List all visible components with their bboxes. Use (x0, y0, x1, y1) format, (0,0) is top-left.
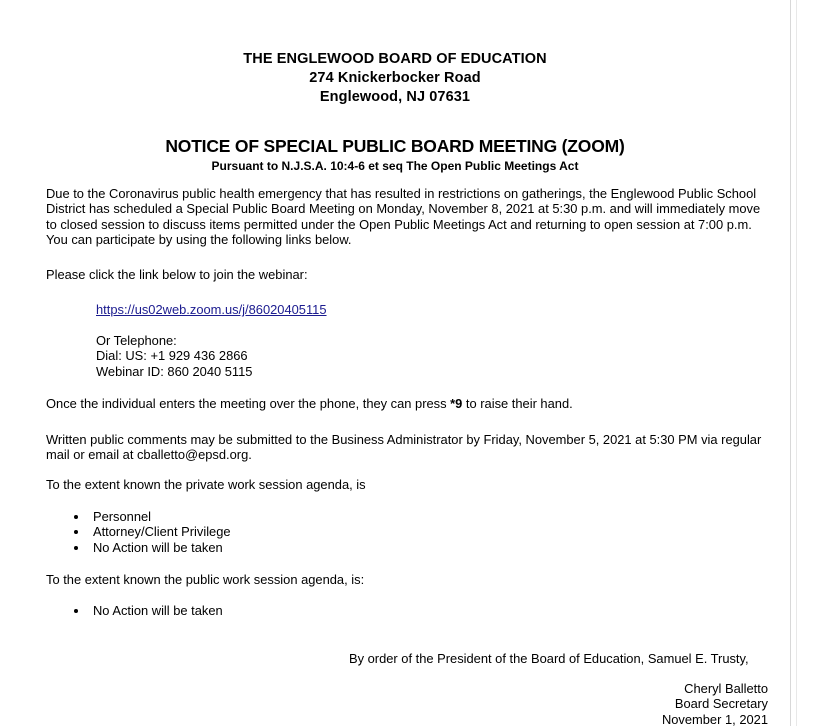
signatory-name: Cheryl Balletto (684, 681, 768, 696)
list-item-label: Attorney/Client Privilege (93, 524, 231, 540)
telephone-webinar-id: Webinar ID: 860 2040 5115 (96, 363, 253, 379)
bullet-dot-icon (74, 609, 78, 613)
letterhead-organization: THE ENGLEWOOD BOARD OF EDUCATION (243, 51, 547, 67)
list-item-label: No Action will be taken (93, 539, 223, 555)
raise-hand-text-after: to raise their hand. (462, 396, 573, 411)
zoom-meeting-link[interactable]: https://us02web.zoom.us/j/86020405115 (96, 302, 327, 317)
notice-title: NOTICE OF SPECIAL PUBLIC BOARD MEETING (ZOOM) (165, 136, 625, 156)
intro-paragraph: Due to the Coronavirus public health emergency that has resulted in restrictions on gatherings, the Englewood Public School District has scheduled a Special Public Board Meeting on Monday, November 8, 2021 at 5:30 p.m. and will immediately move to closed session to discuss items permitted under the Open Public Meetings Act and returning to open session at 7:00 p.m. You can participate by using the following links below. (46, 186, 761, 248)
bullet-dot-icon (74, 515, 78, 519)
signature-block (662, 681, 768, 726)
list-item-label: Personnel (93, 509, 152, 524)
join-webinar-instruction: Please click the link below to join the webinar: (46, 267, 308, 282)
page-edge-rule-inner (790, 0, 791, 726)
telephone-block (96, 333, 252, 379)
list-item (74, 603, 223, 618)
letterhead-street-address: 274 Knickerbocker Road (309, 70, 481, 86)
public-agenda-list (74, 603, 223, 618)
bullet-dot-icon (74, 546, 78, 550)
zoom-link-container (96, 302, 327, 317)
notice-subtitle-statute: Pursuant to N.J.S.A. 10:4-6 et seq The Open Public Meetings Act (211, 159, 579, 173)
raise-hand-text-before: Once the individual enters the meeting over the phone, they can press (46, 396, 451, 411)
list-item (74, 524, 231, 539)
by-order-of-president-line: By order of the President of the Board of Education, Samuel E. Trusty, (349, 651, 749, 666)
telephone-heading: Or Telephone: (96, 333, 177, 348)
raise-hand-paragraph (46, 396, 768, 411)
raise-hand-keypad-code: *9 (450, 396, 463, 411)
list-item (74, 509, 231, 524)
list-item-label: No Action will be taken (93, 603, 223, 618)
list-item (74, 540, 231, 555)
letterhead-city-state-zip: Englewood, NJ 07631 (319, 89, 471, 105)
public-agenda-lead-in: To the extent known the public work session agenda, is: (46, 572, 365, 587)
private-agenda-list (74, 509, 231, 555)
letterhead (0, 50, 790, 107)
private-agenda-lead-in: To the extent known the private work session agenda, is (46, 477, 366, 492)
signatory-title: Board Secretary (674, 696, 768, 712)
bullet-dot-icon (74, 530, 78, 534)
page-edge-rule-outer (796, 0, 797, 726)
telephone-dial-number: Dial: US: +1 929 436 2866 (96, 348, 248, 364)
written-comments-paragraph: Written public comments may be submitted to the Business Administrator by Friday, November 5, 2021 at 5:30 PM via regular mail or email at cballetto@epsd.org. (46, 432, 762, 463)
signature-date: November 1, 2021 (661, 711, 768, 726)
